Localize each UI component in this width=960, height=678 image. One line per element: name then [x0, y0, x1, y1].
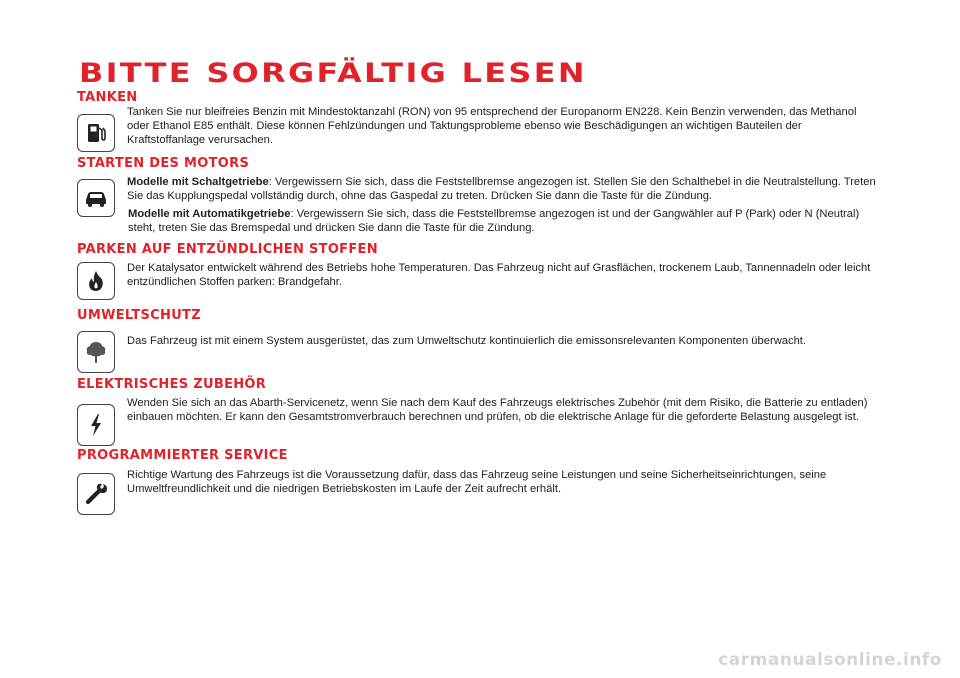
watermark: carmanualsonline.info: [718, 650, 942, 670]
section-heading: ELEKTRISCHES ZUBEHÖR: [77, 377, 267, 392]
section-text-auto: [128, 207, 878, 235]
section-text: Tanken Sie nur bleifreies Benzin mit Mindestoktanzahl (RON) von 95 entsprechend der Europanorm EN228. Kein Benzin verwenden, das Methanol oder Ethanol E85 enthält. Diese können Fehlzündungen und Taktungsprobleme ebenso wie Beschädigungen an wichtigen Bauteilen der Kraftstoffanlage verursachen.: [127, 106, 857, 146]
fuel-pump-icon: [77, 114, 115, 152]
section-heading: PROGRAMMIERTER SERVICE: [77, 448, 288, 463]
tree-icon: [77, 331, 115, 373]
section-text: Der Katalysator entwickelt während des Betriebs hohe Temperaturen. Das Fahrzeug nicht auf Grasflächen, trockenem Laub, Tannennadeln oder leicht entzündlichen Stoffen parken: Brandgefahr.: [127, 262, 871, 288]
auto-text: : Vergewissern Sie sich, dass die Feststellbremse angezogen ist und der Gangwähler auf P (Park) oder N (Neutral) steht, treten Sie das Bremspedal und drücken Sie dann die Taste für die Zündung.: [128, 208, 860, 234]
section-text: Richtige Wartung des Fahrzeugs ist die Voraussetzung dafür, dass das Fahrzeug seine Leistungen und seine Sicherheitseinrichtungen, seine Umweltfreundlichkeit und die niedrigen Betriebskosten im Laufe der Zeit aufrecht erhält.: [127, 469, 827, 495]
section-elektrisches-zubehoer: [77, 377, 877, 423]
page-title: BITTE SORGFÄLTIG LESEN: [79, 58, 587, 89]
section-text: Das Fahrzeug ist mit einem System ausgerüstet, das zum Umweltschutz kontinuierlich die emissonsrelevanten Komponenten überwacht.: [127, 335, 807, 347]
manual-label: Modelle mit Schaltgetriebe: [127, 176, 269, 188]
auto-label: Modelle mit Automatikgetriebe: [128, 208, 291, 220]
section-umweltschutz: [77, 308, 877, 347]
car-icon: [77, 179, 115, 217]
lightning-icon: [77, 404, 115, 446]
section-parken: [77, 242, 877, 288]
section-tanken: [77, 90, 877, 146]
wrench-icon: [77, 473, 115, 515]
section-heading: STARTEN DES MOTORS: [77, 156, 250, 171]
flame-icon: [77, 262, 115, 300]
manual-text: : Vergewissern Sie sich, dass die Feststellbremse angezogen ist. Stellen Sie den Schalthebel in die Neutralstellung. Treten Sie das Kupplungspedal vollständig durch, ohne das Gaspedal zu treten. Drücken Sie dann die Taste für die Zündung.: [127, 176, 876, 202]
section-text: [127, 175, 877, 203]
section-text: Wenden Sie sich an das Abarth-Servicenetz, wenn Sie nach dem Kauf des Fahrzeugs elektrisches Zubehör (mit dem Risiko, die Batterie zu entladen) einbauen möchten. Er kann den Gesamtstromverbrauch berechnen und prüfen, ob die elektrische Anlage für die geforderte Belastung ausgelegt ist.: [127, 397, 868, 423]
section-heading: UMWELTSCHUTZ: [77, 308, 201, 323]
section-starten: [77, 156, 877, 234]
section-heading: TANKEN: [77, 90, 138, 105]
section-heading: PARKEN AUF ENTZÜNDLICHEN STOFFEN: [77, 242, 378, 257]
section-programmierter-service: [77, 448, 877, 495]
